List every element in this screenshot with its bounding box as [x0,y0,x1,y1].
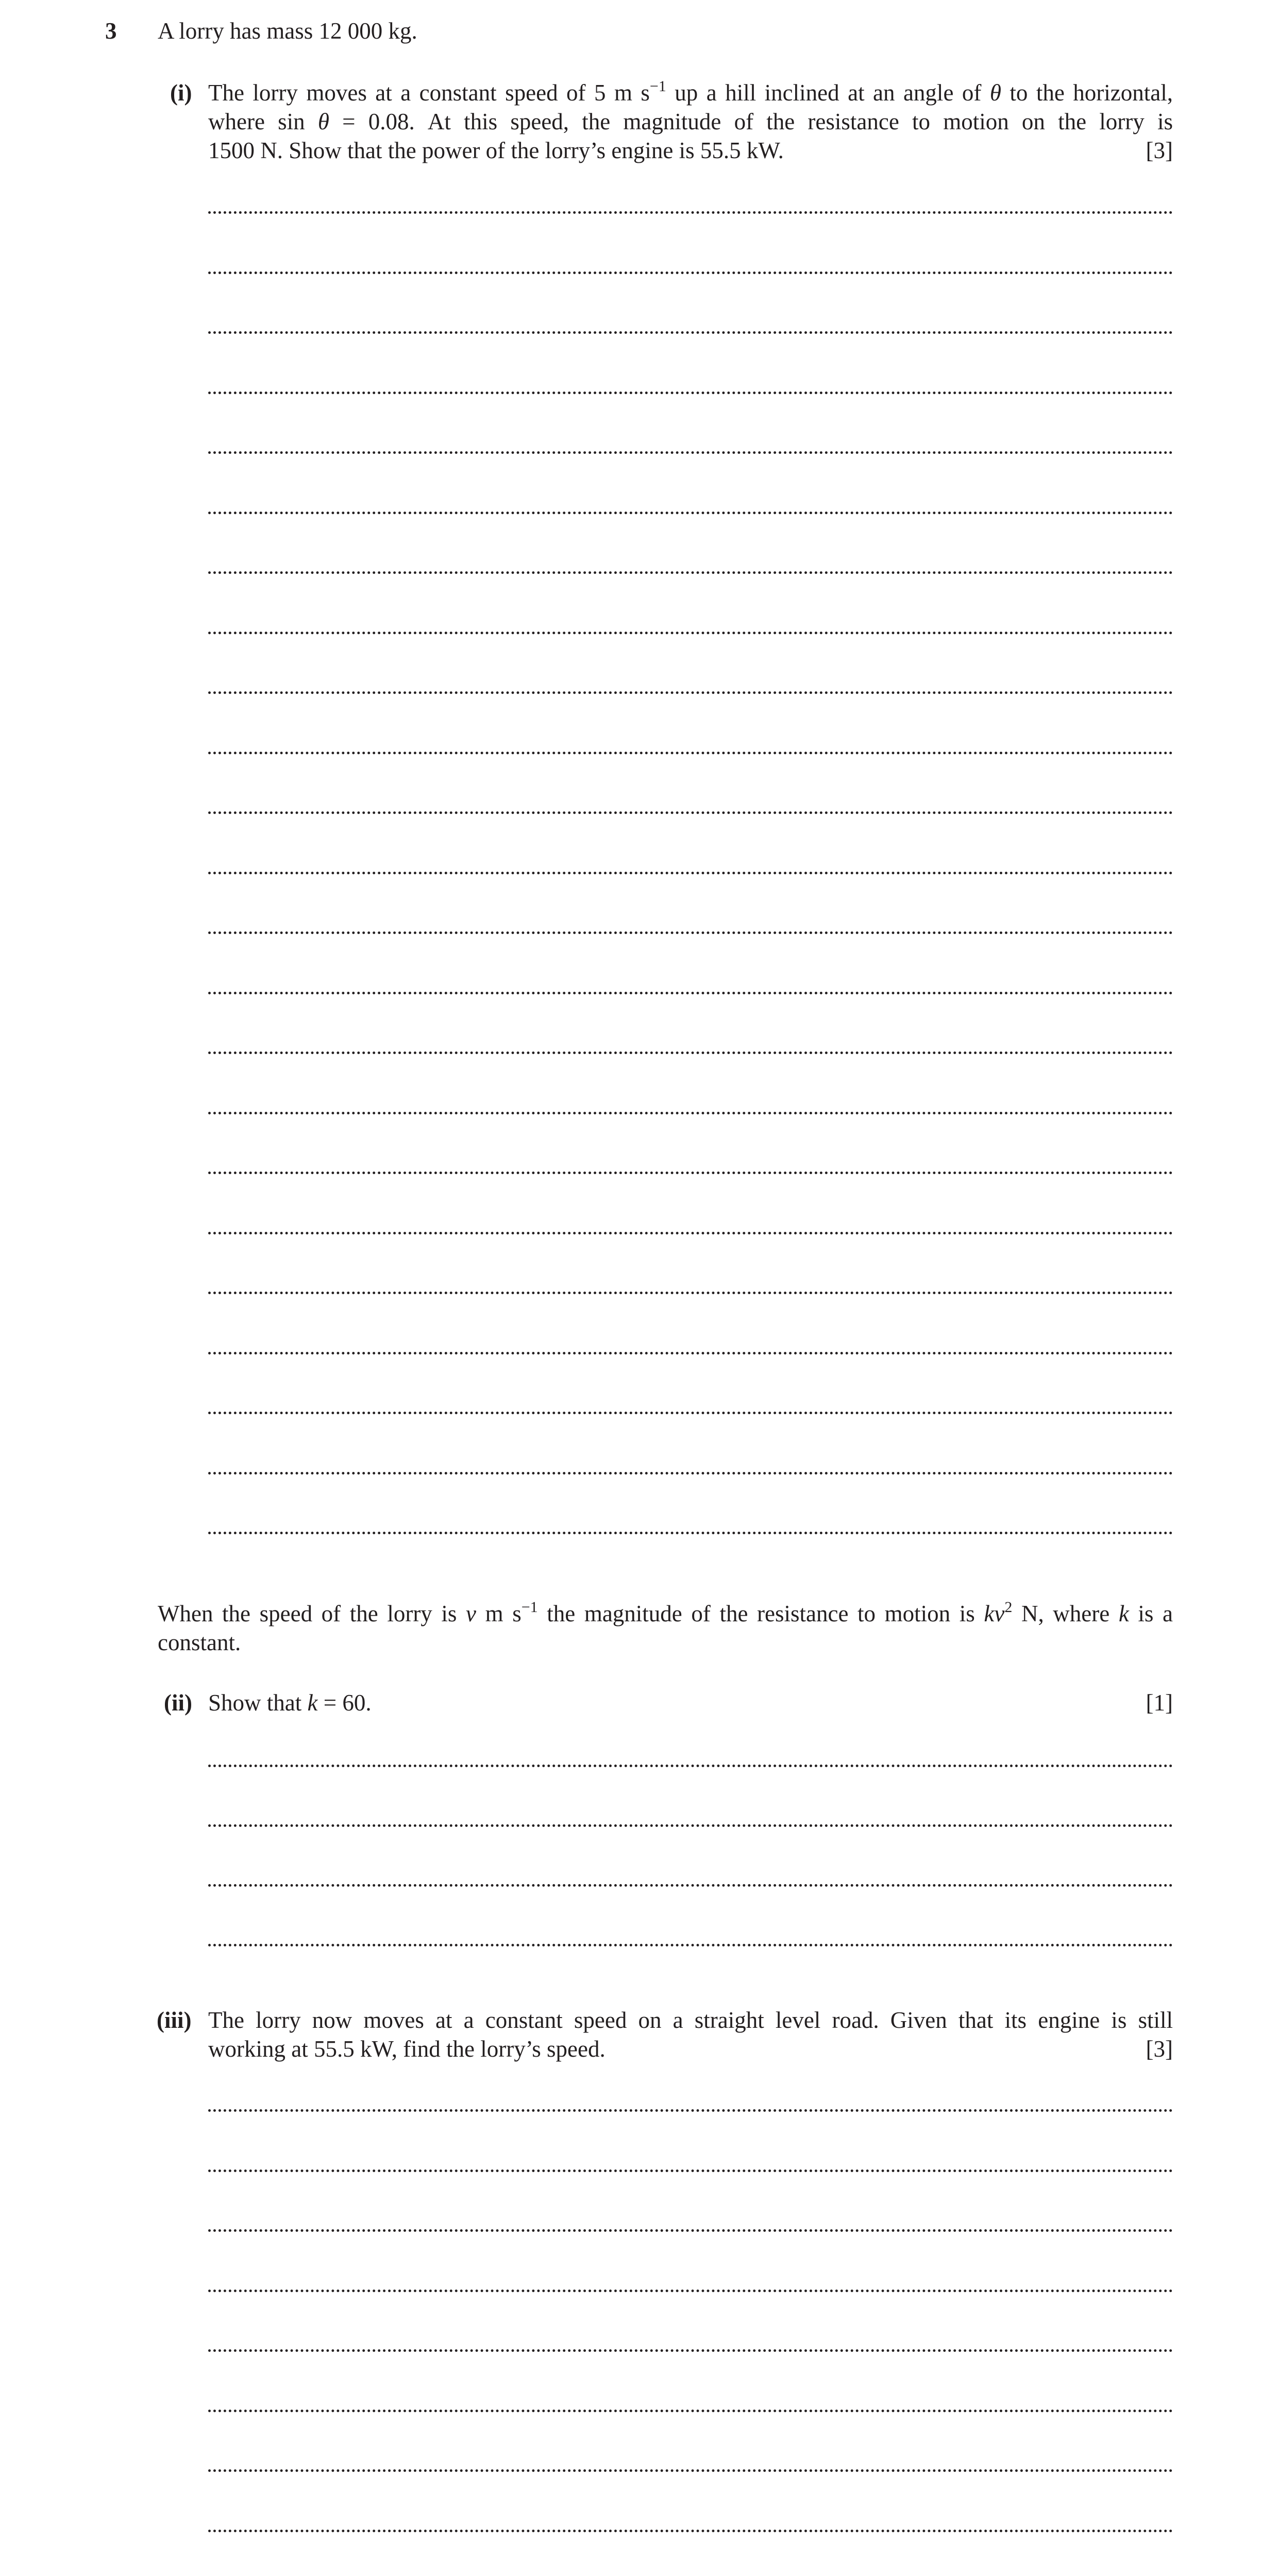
part-iii-marks: [3] [1146,2036,1173,2062]
answer-line[interactable] [208,2109,1173,2112]
question-intro: A lorry has mass 12 000 kg. [158,18,417,44]
context-paragraph: When the speed of the lorry is v m $s^{-1}$ the magnitude of the resistance to motion is $kv^2$ N, where k is a constant. [158,1599,1173,1655]
part-i-label: (i) [170,80,192,106]
part-i-marks: [3] [1146,138,1173,163]
part-i-text: The lorry moves at a constant speed of 5 m $s^{-1}$ up a hill inclined at an angle of θ to the horizontal, where sin θ = 0.08. At this speed, the magnitude of the resistance to motion on the lorry is 1500 N. Show that the power of the lorry’s engine is 55.5 kW. [208,78,1173,163]
part-ii-marks: [1] [1146,1690,1173,1716]
answer-line[interactable] [208,2229,1173,2232]
part-iii-answer-lines [208,0,1173,2576]
part-ii-label: (ii) [164,1690,192,1716]
part-iii-text: The lorry now moves at a constant speed on a straight level road. Given that its engine is still working at 55.5 kW, find the lorry’s speed. [208,2007,1173,2062]
answer-line[interactable] [208,2290,1173,2292]
part-iii-label: (iii) [157,2007,192,2033]
answer-line[interactable] [208,2469,1173,2472]
part-ii-text: Show that k = 60. [208,1690,372,1716]
answer-line[interactable] [208,2530,1173,2532]
answer-line[interactable] [208,2410,1173,2412]
question-number: 3 [105,18,117,44]
answer-line[interactable] [208,2349,1173,2352]
answer-line[interactable] [208,2170,1173,2172]
